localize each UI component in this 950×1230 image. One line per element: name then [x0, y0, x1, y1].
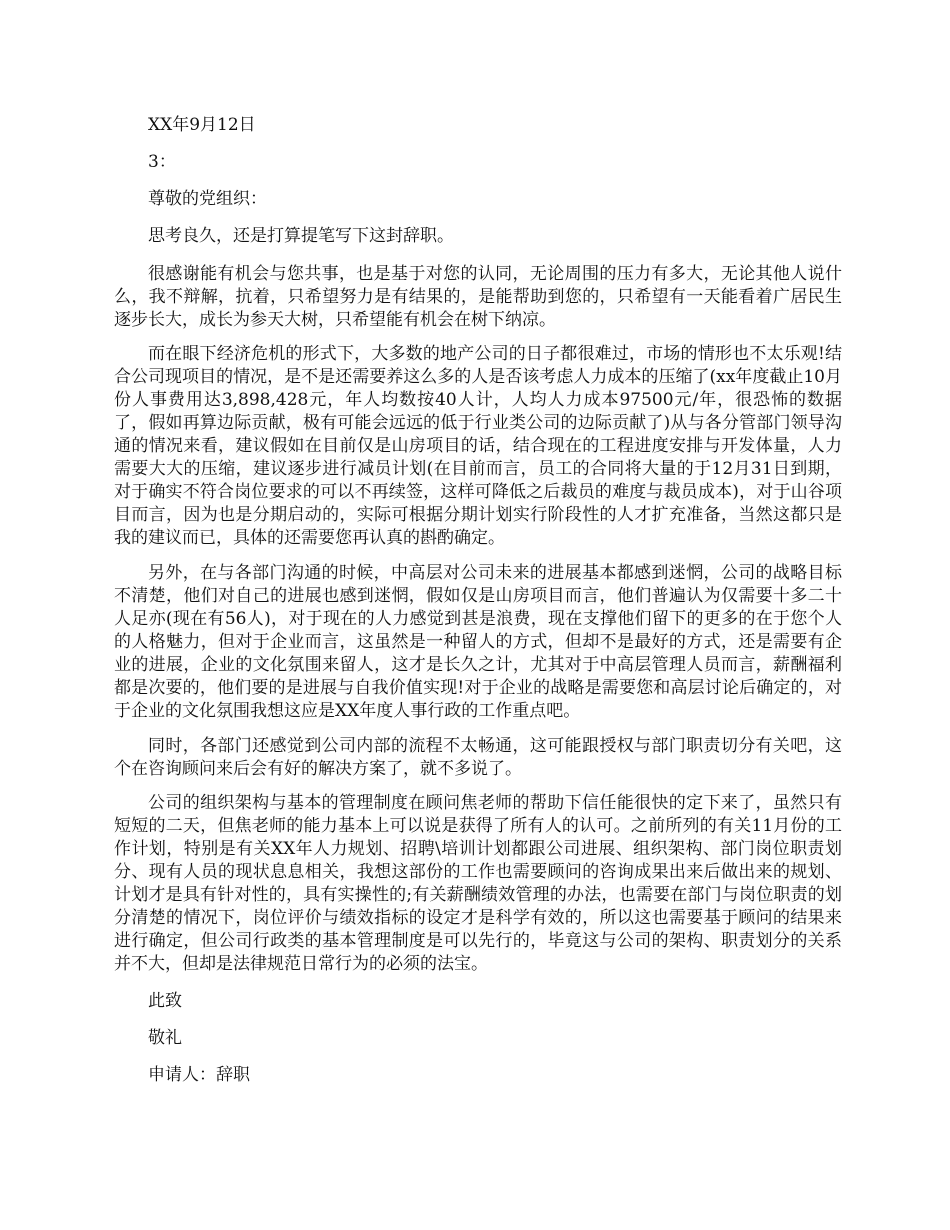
paragraph-cost-analysis: 而在眼下经济危机的形式下，大多数的地产公司的日子都很难过，市场的情形也不太乐观!结合公司现项目的情况，是不是还需要养这么多的人是否该考虑人力成本的压缩了(xx年度截止10月份人事费用达3,898,428元，年人均数按40人计，人均人力成本97500元/年，很恐怖的数据了，假如再算边际贡献，极有可能会远远的低于行业类公司的边际贡献了)从与各分管部门领导沟通的情况来看，建议假如在目前仅是山房项目的话，结合现在的工程进度安排与开发体量，人力需要大大的压缩，建议逐步进行减员计划(在目前而言，员工的合同将大量的于12月31日到期，对于确实不符合岗位要求的可以不再续签，这样可降低之后裁员的难度与裁员成本)，对于山谷项目而言，因为也是分期启动的，实际可根据分期计划实行阶段性的人才扩充准备，当然这都只是我的建议而已，具体的还需要您再认真的斟酌确定。: [114, 344, 842, 548]
letter-salutation: 尊敬的党组织：: [148, 189, 267, 209]
letter-opening: 思考良久，还是打算提笔写下这封辞职。: [148, 226, 454, 246]
paragraph-gratitude: 很感谢能有机会与您共事，也是基于对您的认同，无论周围的压力有多大，无论其他人说什么，我不辩解，抗着，只希望努力是有结果的，是能帮助到您的，只希望有一天能看着广居民生逐步长大，成长为参天大树，只希望能有机会在树下纳凉。: [114, 264, 842, 330]
paragraph-organization: 公司的组织架构与基本的管理制度在顾问焦老师的帮助下信任能很快的定下来了，虽然只有短短的二天，但焦老师的能力基本上可以说是获得了所有人的认可。之前所列的有关11月份的工作计划，特别是有关XX年人力规划、招聘\培训计划都跟公司进展、组织架构、部门岗位职责划分、现有人员的现状息息相关，我想这部份的工作也需要顾问的咨询成果出来后做出来的规划、计划才是具有针对性的，具有实操性的;有关薪酬绩效管理的办法，也需要在部门与岗位职责的划分清楚的情况下，岗位评价与绩效指标的设定才是科学有效的，所以这也需要基于顾问的结果来进行确定，但公司行政类的基本管理制度是可以先行的，毕竟这与公司的架构、职责划分的关系并不大，但却是法律规范日常行为的必须的法宝。: [114, 793, 842, 974]
letter-signature: 申请人：辞职: [148, 1065, 250, 1085]
letter-closing-1: 此致: [148, 991, 182, 1011]
letter-closing-2: 敬礼: [148, 1028, 182, 1048]
letter-body: [114, 111, 842, 1098]
letter-date: XX年9月12日: [148, 115, 256, 135]
paragraph-process: 同时，各部门还感觉到公司内部的流程不太畅通，这可能跟授权与部门职责切分有关吧，这个在咨询顾问来后会有好的解决方案了，就不多说了。: [114, 736, 842, 779]
letter-number: 3：: [148, 152, 176, 172]
paragraph-strategy: 另外，在与各部门沟通的时候，中高层对公司未来的进展基本都感到迷惘，公司的战略目标不清楚，他们对自己的进展也感到迷惘，假如仅是山房项目而言，他们普遍认为仅需要十多二十人足亦(现在有56人)，对于现在的人力感觉到甚是浪费，现在支撑他们留下的更多的在于您个人的人格魅力，但对于企业而言，这虽然是一种留人的方式，但却不是最好的方式，还是需要有企业的进展，企业的文化氛围来留人，这才是长久之计，尤其对于中高层管理人员而言，薪酬福利都是次要的，他们要的是进展与自我价值实现!对于企业的战略是需要您和高层讨论后确定的，对于企业的文化氛围我想这应是XX年度人事行政的工作重点吧。: [114, 563, 842, 721]
